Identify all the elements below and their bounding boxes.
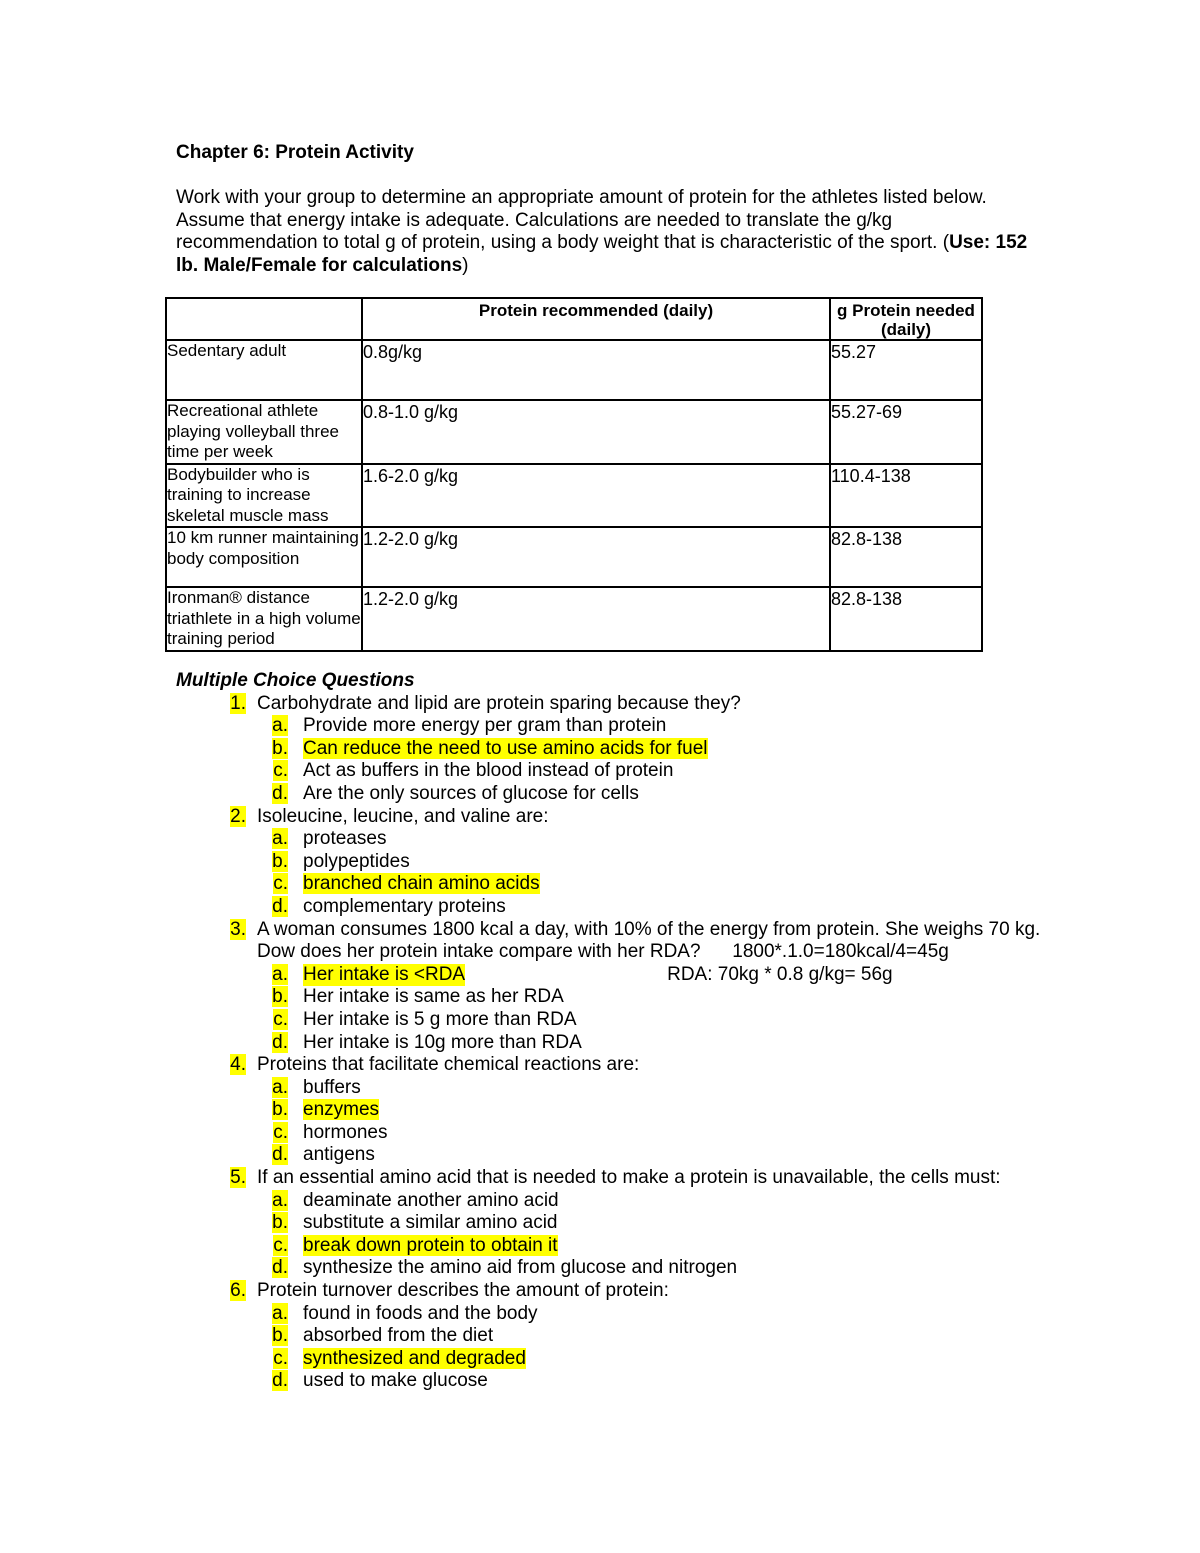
question-5 xyxy=(176,1167,1076,1190)
option xyxy=(176,1032,1076,1055)
option xyxy=(176,1325,1076,1348)
question-text: Proteins that facilitate chemical reactions are: xyxy=(257,1054,640,1076)
intro-close: ) xyxy=(462,254,469,276)
option-text-highlighted: Can reduce the need to use amino acids for fuel xyxy=(303,737,708,759)
option-text: used to make glucose xyxy=(303,1370,488,1392)
option-text: substitute a similar amino acid xyxy=(303,1212,558,1234)
cell-recommended: 1.6-2.0 g/kg xyxy=(362,464,830,528)
cell-athlete: Recreational athlete playing volleyball three time per week xyxy=(166,400,362,464)
header-needed: g Protein needed (daily) xyxy=(830,298,982,340)
option xyxy=(176,1348,1076,1371)
option-letter: b. xyxy=(272,1099,288,1121)
header-recommended: Protein recommended (daily) xyxy=(362,298,830,340)
option-letter: c. xyxy=(273,1008,288,1030)
question-6 xyxy=(176,1280,1076,1303)
table-row xyxy=(166,527,982,587)
cell-recommended: 1.2-2.0 g/kg xyxy=(362,527,830,587)
option-text: hormones xyxy=(303,1121,388,1143)
cell-recommended: 0.8-1.0 g/kg xyxy=(362,400,830,464)
question-text: Protein turnover describes the amount of protein: xyxy=(257,1280,669,1302)
cell-athlete: 10 km runner maintaining body composition xyxy=(166,527,362,587)
option xyxy=(176,1212,1076,1235)
option xyxy=(176,1370,1076,1393)
option xyxy=(176,896,1076,919)
question-2 xyxy=(176,806,1076,829)
table-row xyxy=(166,400,982,464)
question-1 xyxy=(176,693,1076,716)
question-number: 4. xyxy=(230,1054,246,1076)
cell-recommended: 1.2-2.0 g/kg xyxy=(362,587,830,651)
header-athlete xyxy=(166,298,362,340)
option-text: complementary proteins xyxy=(303,895,506,917)
option xyxy=(176,873,1076,896)
option xyxy=(176,1303,1076,1326)
question-text: Carbohydrate and lipid are protein sparing because they? xyxy=(257,692,741,714)
table-header-row xyxy=(166,298,982,340)
protein-table xyxy=(165,297,983,652)
option xyxy=(176,1099,1076,1122)
option-text: Her intake is 10g more than RDA xyxy=(303,1031,582,1053)
option-letter: d. xyxy=(272,782,288,804)
option-text-highlighted: enzymes xyxy=(303,1099,380,1121)
option-text: absorbed from the diet xyxy=(303,1325,494,1347)
option-letter: a. xyxy=(272,1302,288,1324)
option-letter: a. xyxy=(272,828,288,850)
calc-note-2: RDA: 70kg * 0.8 g/kg= 56g xyxy=(667,963,893,985)
question-number: 5. xyxy=(230,1167,246,1189)
option xyxy=(176,964,1076,987)
option xyxy=(176,1122,1076,1145)
option-letter: c. xyxy=(273,1121,288,1143)
option xyxy=(176,1144,1076,1167)
option xyxy=(176,1190,1076,1213)
option-letter: b. xyxy=(272,1325,288,1347)
option-letter: a. xyxy=(272,1076,288,1098)
option xyxy=(176,986,1076,1009)
cell-needed: 110.4-138 xyxy=(830,464,982,528)
option-letter: b. xyxy=(272,850,288,872)
multiple-choice-section xyxy=(176,670,1076,1393)
table-row xyxy=(166,340,982,400)
question-number: 3. xyxy=(230,918,246,940)
option-text: buffers xyxy=(303,1076,361,1098)
option-letter: c. xyxy=(273,873,288,895)
option-text-highlighted: branched chain amino acids xyxy=(303,873,540,895)
option-letter: d. xyxy=(272,1257,288,1279)
option-letter: a. xyxy=(272,715,288,737)
option xyxy=(176,851,1076,874)
option-text: synthesize the amino aid from glucose and nitrogen xyxy=(303,1257,738,1279)
option-letter: a. xyxy=(272,1189,288,1211)
option-text: antigens xyxy=(303,1144,375,1166)
question-text: If an essential amino acid that is needed to make a protein is unavailable, the cells must: xyxy=(257,1167,1001,1189)
option-text: Are the only sources of glucose for cells xyxy=(303,782,639,804)
calc-note-1: 1800*.1.0=180kcal/4=45g xyxy=(732,941,949,963)
option-letter: a. xyxy=(272,963,288,985)
cell-needed: 55.27 xyxy=(830,340,982,400)
option-text: Provide more energy per gram than protein xyxy=(303,715,667,737)
option xyxy=(176,1235,1076,1258)
intro-bold-text: Use: 152 lb. Male/Female for calculations xyxy=(176,232,1028,276)
option-letter: d. xyxy=(272,1370,288,1392)
option xyxy=(176,1257,1076,1280)
option-letter: d. xyxy=(272,895,288,917)
question-number: 1. xyxy=(230,692,246,714)
cell-athlete: Ironman® distance triathlete in a high volume training period xyxy=(166,587,362,651)
option-text: found in foods and the body xyxy=(303,1302,538,1324)
option-letter: b. xyxy=(272,1212,288,1234)
option-text: proteases xyxy=(303,828,387,850)
option-text-highlighted: Her intake is <RDA xyxy=(303,963,466,985)
option-text-highlighted: synthesized and degraded xyxy=(303,1347,526,1369)
option-text: deaminate another amino acid xyxy=(303,1189,559,1211)
option-letter: b. xyxy=(272,986,288,1008)
option xyxy=(176,1077,1076,1100)
option xyxy=(176,715,1076,738)
cell-athlete: Sedentary adult xyxy=(166,340,362,400)
option-text-highlighted: break down protein to obtain it xyxy=(303,1234,558,1256)
question-number: 2. xyxy=(230,805,246,827)
cell-needed: 82.8-138 xyxy=(830,527,982,587)
option-letter: c. xyxy=(273,1234,288,1256)
option xyxy=(176,738,1076,761)
option xyxy=(176,760,1076,783)
option-letter: d. xyxy=(272,1144,288,1166)
intro-text: Work with your group to determine an appropriate amount of protein for the athletes listed below. Assume that energy intake is adequate. Calculations are needed to translate the g/kg recommendation to total g of protein, using a body weight that is characteristic of the sport. ( xyxy=(176,187,987,253)
cell-needed: 55.27-69 xyxy=(830,400,982,464)
page-title: Chapter 6: Protein Activity xyxy=(176,142,414,163)
cell-recommended: 0.8g/kg xyxy=(362,340,830,400)
question-3 xyxy=(176,919,1076,964)
option-text: Her intake is 5 g more than RDA xyxy=(303,1008,577,1030)
option xyxy=(176,1009,1076,1032)
question-number: 6. xyxy=(230,1280,246,1302)
option xyxy=(176,783,1076,806)
option-letter: c. xyxy=(273,760,288,782)
option-letter: d. xyxy=(272,1031,288,1053)
question-text: Isoleucine, leucine, and valine are: xyxy=(257,805,549,827)
cell-needed: 82.8-138 xyxy=(830,587,982,651)
option-letter: c. xyxy=(273,1347,288,1369)
table-row xyxy=(166,587,982,651)
question-text: A woman consumes 1800 kcal a day, with 10% of the energy from protein. She weighs 70 kg. Dow does her protein intake compare with her RDA? 1800*.1.0=180kcal/4=45g xyxy=(257,918,1041,963)
mc-heading: Multiple Choice Questions xyxy=(176,670,415,691)
option-letter: b. xyxy=(272,737,288,759)
table-row xyxy=(166,464,982,528)
option-text: Her intake is same as her RDA xyxy=(303,986,564,1008)
question-4 xyxy=(176,1054,1076,1077)
cell-athlete: Bodybuilder who is training to increase skeletal muscle mass xyxy=(166,464,362,528)
option-text: polypeptides xyxy=(303,850,410,872)
option xyxy=(176,828,1076,851)
intro-paragraph xyxy=(176,187,1036,277)
option-text: Act as buffers in the blood instead of protein xyxy=(303,760,674,782)
